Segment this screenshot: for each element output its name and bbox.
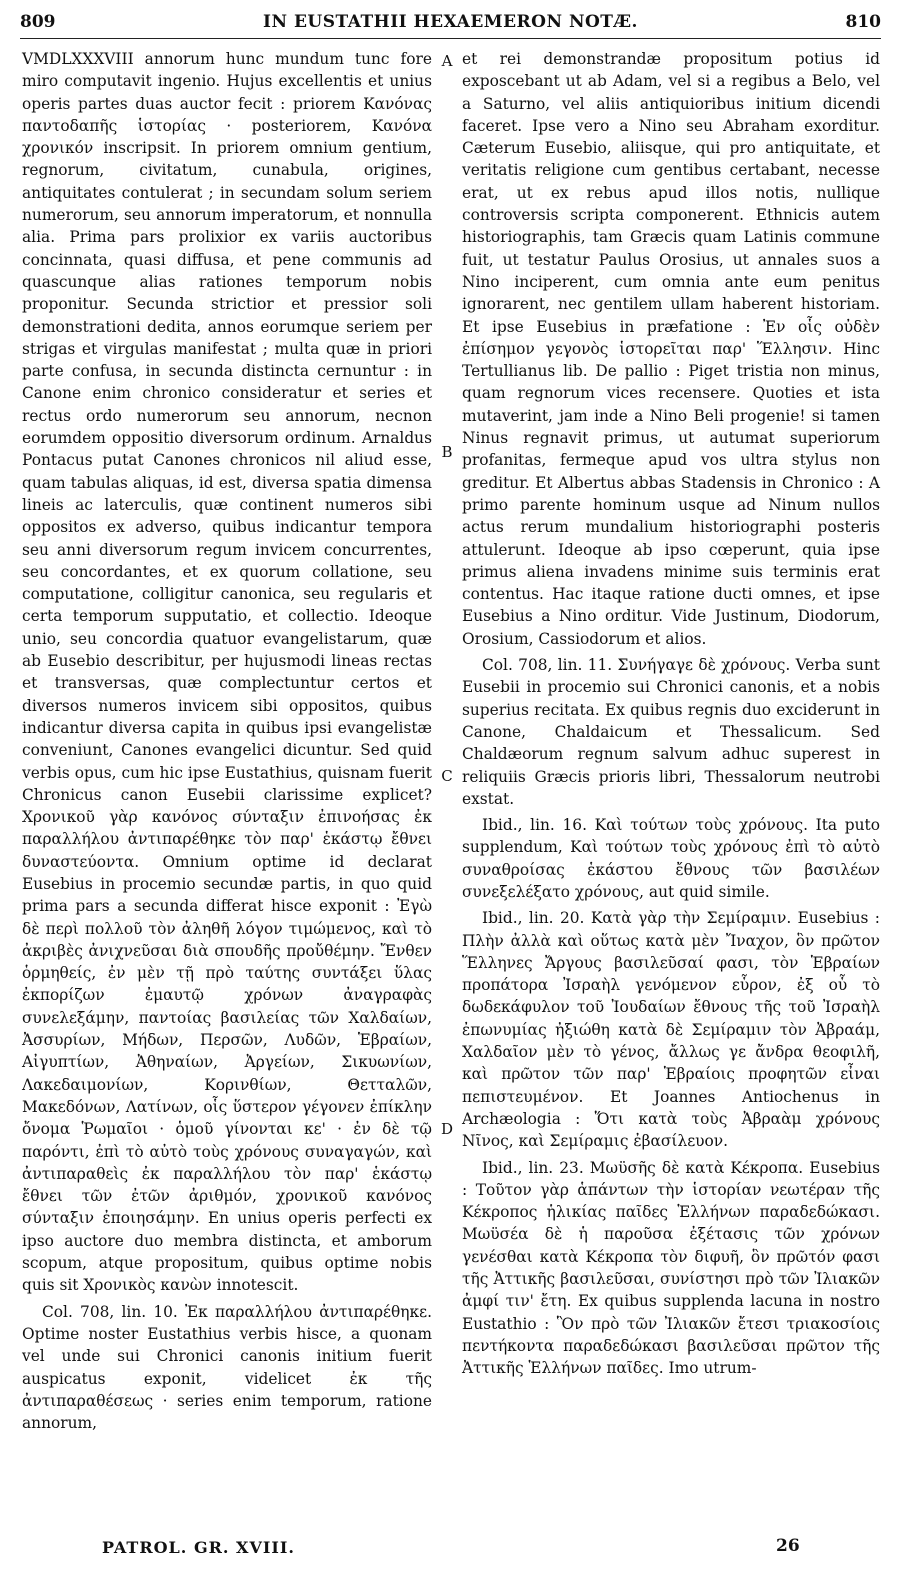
right-column — [462, 48, 880, 1380]
margin-letter-d: D — [440, 1120, 454, 1138]
page-number-left: 809 — [20, 12, 56, 32]
header-rule — [20, 38, 881, 39]
footer-sheet-number: 26 — [776, 1536, 800, 1556]
right-paragraph-5: Ibid., lin. 23. Μωϋσῆς δὲ κατὰ Κέκροπα. Eusebius : Τοῦτον γὰρ ἁπάντων τὴν ἱστορίαν νεωτέραν τῆς Κέκροπος ἡλικίας παῖδες Ἑλλήνων παραδεδώκασι. Μωϋσέα δὲ ἡ παροῦσα ἐξέτασις τῶν χρόνων γενέσθαι κατὰ Κέκροπα τὸν διφυῆ, ὃν πρῶτόν φασι τῆς Ἀττικῆς βασιλεῦσαι, συνίστησι πρὸ τῶν Ἰλιακῶν ἀμφί τιν' ἔτη. Ex quibus supplenda lacuna in nostro Eustathio : Ὃν πρὸ τῶν Ἰλιακῶν ἔτεσι τριακοσίοις πεντήκοντα παραδεδώκασι βασιλεῦσαι πρῶτον τῆς Ἀττικῆς Ἑλλήνων παῖδες. Imo utrum- — [462, 1158, 880, 1378]
page-number-right: 810 — [845, 12, 881, 32]
running-title: IN EUSTATHII HEXAEMERON NOTÆ. — [263, 12, 638, 32]
margin-letter-c: C — [441, 767, 453, 785]
right-paragraph-1: et rei demonstrandæ propositum potius id exposcebant ut ab Adam, vel si a regibus a Belo, vel a Saturno, vel aliis antiquioribus initium dicendi faceret. Ipse vero a Nino seu Abraham exorditur. Cæterum Eusebio, aliisque, qui pro antiquitate, et veritatis religione cum gentibus certabant, necesse erat, ut ex rebus apud illos notis, nullique controversis scripta componerent. Ethnicis autem historiographis, tam Græcis quam Latinis commune fuit, ut testatur Paulus Orosius, ut annales suos a Nino inciperent, cum omnia ante eum penitus ignorarent, nec gentilem ullam haberent historiam. Et ipse Eusebius in præfatione : Ἐν οἷς οὐδὲν ἐπίσημον γεγονὸς ἱστορεῖται παρ' Ἕλλησιν. Hinc Tertullianus lib. De pallio : Piget tristia non minus, quam regnorum vices recensere. Quoties et ista mutaverint, jam inde a Nino Beli progenie! si tamen Ninus regnavit primus, ut autumat superiorum profanitas, fermeque apud vos ultra stylus non greditur. Et Albertus abbas Stadensis in Chronico : A primo parente hominum usque ad Ninum nullos actus rerum mundalium historiographi posteris attulerunt. Ideoque ab ipso cœperunt, quia ipse primus aliena invadens minime suis terminis erat contentus. Hac itaque ratione ducti omnes, et ipse Eusebius a Nino orditur. Vide Justinum, Diodorum, Orosium, Cassiodorum et alios. — [462, 50, 880, 648]
margin-letter-a: A — [441, 52, 453, 70]
right-paragraph-3: Ibid., lin. 16. Καὶ τούτων τοὺς χρόνους. Ita puto supplendum, Καὶ τούτων τοὺς χρόνους ἐπὶ τὸ αὐτὸ συναθροίσας ἑκάστου ἔθνους τῶν βασιλέων συνεξελέξατο χρόνους, aut quid simile. — [462, 816, 880, 901]
left-paragraph-1: VMDLXXXVIII annorum hunc mundum tunc fore miro computavit ingenio. Hujus excellentis et unius operis partes duas auctor fecit : priorem Κανόνας παντοδαπῆς ἱστορίας · posteriorem, Κανόνα χρονικόν inscripsit. In priorem omnium gentium, regnorum, civitatum, cunabula, origines, antiquitates contulerat ; in secundam solum seriem numerorum, seu annorum imperatorum, et nonnulla alia. Prima pars prolixior ex variis auctoribus concinnata, quasi diffusa, et pene communis ad quascunque alias rationes temporum nobis proponitur. Secunda strictior et pressior soli demonstrationi dedita, annos eorumque seriem per strigas et virgulas manifestat ; multa quæ in priori parte confusa, in secunda distincta cernuntur : in Canone enim chronico consideratur et series et rectus ordo numerorum seu annorum, necnon eorumdem oppositio diversorum ordinum. Arnaldus Pontacus putat Canones chronicos nil aliud esse, quam tabulas aliquas, id est, diversa spatia dimensa lineis ac laterculis, quæ continent numeros sibi oppositos ex adverso, quibus indicantur tempora seu anni diversorum regum invicem concurrentes, seu concordantes, et ex quorum collatione, seu computatione, colligitur canonica, seu regularis et certa temporum supputatio, et collectio. Ideoque unio, seu concordia quatuor evangelistarum, quæ ab Eusebio describitur, per hujusmodi lineas rectas et transversas, quæ complectuntur certos et diversos numeros invicem sibi oppositos, quibus indicantur diversa capita in quibus ipsi evangelistæ conveniunt, Canones evangelici dicuntur. Sed quid verbis opus, cum hic ipse Eustathius, quisnam fuerit Chronicus canon Eusebii clarissime explicet? Χρονικοῦ γὰρ κανόνος σύνταξιν ἐπινοήσας ἐκ παραλλήλου ἀντιπαρέθηκε τὸν παρ' ἑκάστῳ ἔθνει δυναστεύοντα. Omnium optime id declarat Eusebius in procemio secundæ partis, in quo quid prima pars a secunda differat hisce exponit : Ἐγὼ δὲ περὶ πολλοῦ τὸν ἀληθῆ λόγον τιμώμενος, καὶ τὸ ἀκριβὲς ἀνιχνεῦσαι διὰ σπουδῆς προὔθέμην. Ἔνθεν ὁρμηθείς, ἐν μὲν τῇ πρὸ ταύτης συντάξει ὕλας ἐκπορίζων ἐμαυτῷ χρόνων ἀναγραφὰς συνελεξάμην, παντοίας βασιλείας τῶν Χαλδαίων, Ἀσσυρίων, Μήδων, Περσῶν, Λυδῶν, Ἑβραίων, Αἰγυπτίων, Ἀθηναίων, Ἀργείων, Σικυωνίων, Λακεδαιμονίων, Κορινθίων, Θετταλῶν, Μακεδόνων, Λατίνων, οἷς ὕστερον γέγονεν ἐπίκλην ὄνομα Ῥωμαῖοι · ὁμοῦ γίνονται κε' · ἐν δὲ τῷ παρόντι, ἐπὶ τὸ αὐτὸ τοὺς χρόνους συναγαγών, καὶ ἀντιπαραθεὶς ἐκ παραλλήλου τὸν παρ' ἑκάστῳ ἔθνει τῶν ἐτῶν ἀριθμόν, χρονικοῦ κανόνος σύνταξιν ἐποιησάμην. En unius operis perfecti ex ipso auctore duo membra distincta, et amborum scopum, atque propositum, quibus optime nobis quis sit Χρονικὸς κανὼν innotescit. — [22, 50, 432, 1295]
right-paragraph-4: Ibid., lin. 20. Κατὰ γὰρ τὴν Σεμίραμιν. Eusebius : Πλὴν ἀλλὰ καὶ οὕτως κατὰ μὲν Ἴναχον, ὃν πρῶτον Ἕλληνες Ἄργους βασιλεῦσαί φασι, τὸν Ἑβραίων προπάτορα Ἰσραὴλ γενόμενον εὗρον, ἐξ οὗ τὸ δωδεκάφυλον τοῦ Ἰουδαίων ἔθνους τῆς τοῦ Ἰσραὴλ ἐπωνυμίας ἠξιώθη κατὰ δὲ Σεμίραμιν τὸν Ἀβραάμ, Χαλδαῖον μὲν τὸ γένος, ἄλλως γε ἄνδρα θεοφιλῆ, καὶ πρῶτον τῶν παρ' Ἑβραίοις προφητῶν εἶναι πεπιστευμένον. Et Joannes Antiochenus in Archæologia : Ὅτι κατὰ τοὺς Ἀβραὰμ χρόνους Νῖνος, καὶ Σεμίραμις ἐβασίλευον. — [462, 909, 880, 1151]
left-column — [22, 48, 432, 1434]
right-paragraph-2: Col. 708, lin. 11. Συνήγαγε δὲ χρόνους. Verba sunt Eusebii in procemio sui Chronici canonis, et a nobis superius recitata. Ex quibus regnis duo exciderunt in Canone, Chaldaicum et Thessalicum. Sed Chaldæorum regnum salvum adhuc superest in reliquiis Græcis prioris libri, Thessalorum neutrobi exstat. — [462, 656, 880, 808]
margin-letter-b: B — [441, 443, 453, 461]
footer-signature: PATROL. GR. XVIII. — [102, 1538, 295, 1557]
left-paragraph-2: Col. 708, lin. 10. Ἐκ παραλλήλου ἀντιπαρέθηκε. Optime noster Eustathius verbis hisce, a quonam vel unde sui Chronici canonis initium fuerit auspicatus exponit, videlicet ἐκ τῆς ἀντιπαραθέσεως · series enim temporum, ratione annorum, — [22, 1302, 432, 1433]
